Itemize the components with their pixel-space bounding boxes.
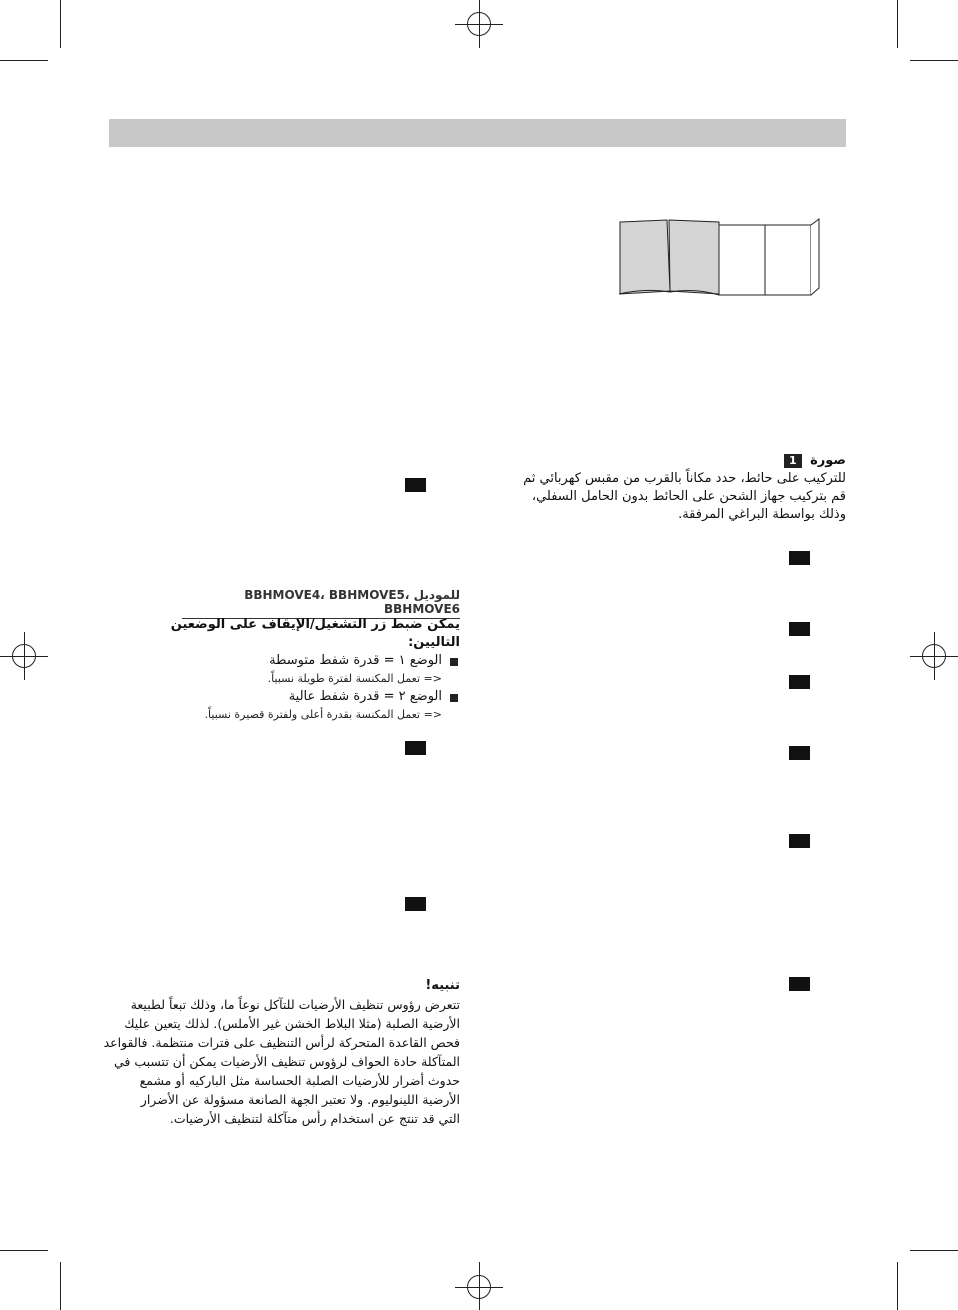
figure-caption-label: صورة [810, 453, 846, 468]
warning-line: الأرضية الصلبة (مثلا البلاط الخشن غير الأملس). لذلك يتعين عليك [124, 1016, 460, 1031]
registration-mark [467, 1275, 491, 1299]
image-placeholder [405, 897, 426, 911]
warning-line: تتعرض رؤوس تنظيف الأرضيات للتآكل نوعاً ما، وذلك تبعاً لطبيعة [130, 997, 460, 1012]
image-placeholder [789, 675, 810, 689]
mounting-line: قم بتركيب جهاز الشحن على الحائط بدون الحامل السفلي، [531, 489, 846, 504]
switch-intro: يمكن ضبط زر التشغيل/الإيقاف على الوضعين التاليين: [170, 617, 460, 650]
warning-line: المتآكلة حادة الحواف لرؤوس تنظيف الأرضيات يمكن أن تتسبب في [113, 1054, 460, 1069]
registration-mark [12, 644, 36, 668]
mode-1-note: <= تعمل المكنسة لفترة طويلة نسبياً. [267, 672, 442, 685]
image-placeholder [789, 622, 810, 636]
image-placeholder [405, 741, 426, 755]
warning-line: فحص القاعدة المتحركة لرأس التنظيف على فترات منتظمة. فالقواعد [103, 1035, 460, 1050]
image-placeholder [789, 834, 810, 848]
crop-mark [60, 0, 61, 48]
crop-mark [60, 1262, 61, 1310]
mounting-line: وذلك بواسطة البراغي المرفقة. [678, 507, 846, 522]
warning-line: حدوث أضرار للأرضيات الصلبة الحساسة مثل الباركيه أو مشمع [139, 1073, 460, 1088]
crop-mark [0, 60, 48, 61]
crop-mark [897, 1262, 898, 1310]
warning-line: الأرضية اللينوليوم. ولا تعتبر الجهة الصانعة مسؤولة عن الأضرار [140, 1092, 460, 1107]
header-band [109, 119, 846, 147]
image-placeholder [405, 478, 426, 492]
figure-caption [480, 452, 846, 470]
registration-mark [922, 644, 946, 668]
image-placeholder [789, 977, 810, 991]
image-placeholder [789, 551, 810, 565]
warning-line: التي قد تنتج عن استخدام رأس متآكلة لتنظيف الأرضيات. [169, 1111, 460, 1126]
registration-mark [467, 12, 491, 36]
mounting-section [480, 452, 846, 524]
mode-1-title: الوضع ١ = قدرة شفط متوسطة [170, 652, 460, 670]
crop-mark [910, 1250, 958, 1251]
models-heading: للموديل BBHMOVE4، BBHMOVE5، BBHMOVE6 [182, 588, 460, 619]
mode-2-title: الوضع ٢ = قدرة شفط عالية [170, 688, 460, 706]
image-placeholder [789, 746, 810, 760]
switch-section [170, 616, 460, 724]
crop-mark [910, 60, 958, 61]
mounting-line: للتركيب على حائط، حدد مكاناً بالقرب من مقبس كهربائي ثم [523, 471, 846, 486]
mode-2-note: <= تعمل المكنسة بقدرة أعلى ولفترة قصيرة نسبياً. [204, 708, 442, 721]
crop-mark [0, 1250, 48, 1251]
booklet-figure [615, 216, 823, 300]
warning-title: تنبيه! [425, 978, 460, 993]
figure-number: 1 [784, 454, 802, 468]
crop-mark [897, 0, 898, 48]
warning-section [100, 976, 460, 1128]
